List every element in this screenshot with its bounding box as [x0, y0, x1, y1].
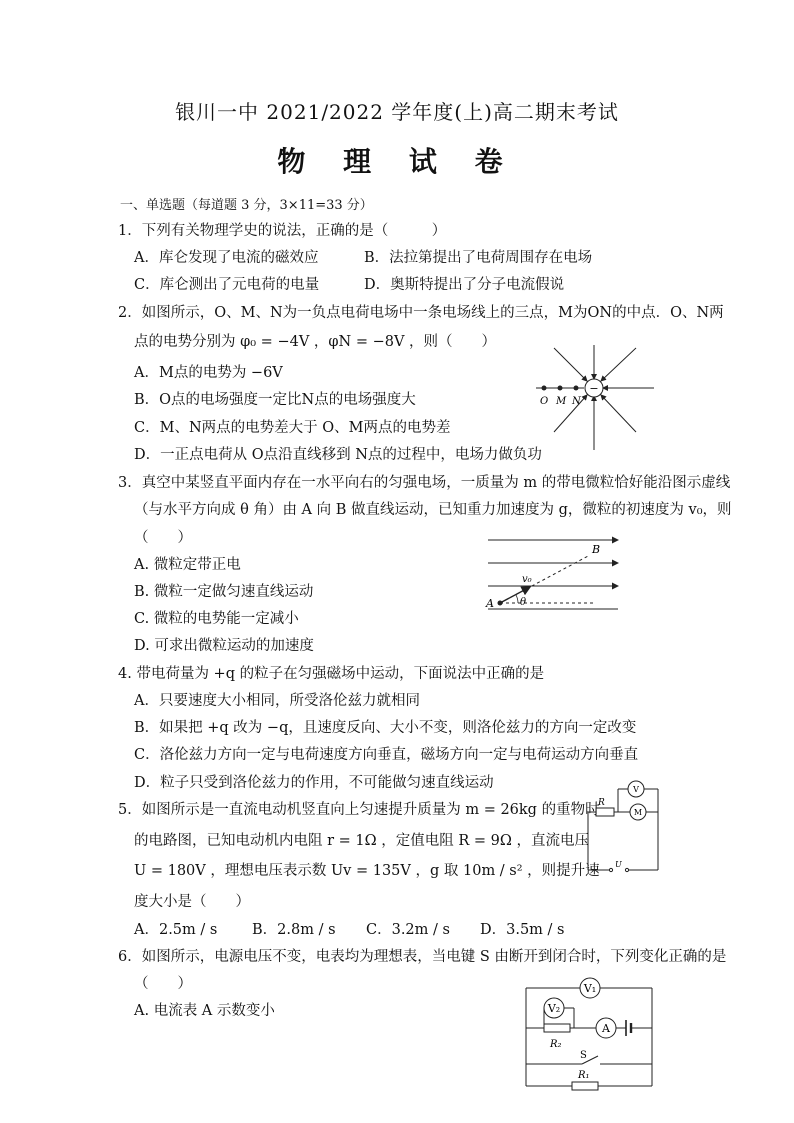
q6-label-r1: R₁ [578, 1070, 590, 1081]
q1-option-c: C．库仑测出了元电荷的电量 [134, 277, 320, 293]
q2-label-n: N [572, 396, 581, 407]
q3-label-theta: θ [520, 597, 527, 608]
q3-field-figure [484, 535, 624, 615]
q5-stem-line2: 的电路图，已知电动机内电阻 r = 1Ω ，定值电阻 R = 9Ω ，直流电压 [134, 833, 590, 849]
q5-label-r: R [598, 798, 605, 808]
q6-label-r2: R₂ [550, 1039, 562, 1050]
q3-stem-line2: （与水平方向成 θ 角）由 A 向 B 做直线运动，已知重力加速度为 g，微粒的初速度为 v₀，则 [134, 502, 732, 518]
q5-circuit-figure [584, 776, 664, 876]
q6-label-v1: V₁ [583, 982, 597, 995]
q5-label-u: U [615, 860, 622, 869]
q3-option-d: D. 可求出微粒运动的加速度 [134, 638, 314, 654]
q2-label-o: O [540, 396, 549, 407]
q5-voltmeter-label: V [633, 785, 639, 794]
q1-option-a: A．库仑发现了电流的磁效应 [134, 250, 319, 266]
q2-field-figure [536, 340, 656, 455]
q3-stem-line3: （ ） [134, 530, 192, 546]
q4-option-d: D．粒子只受到洛伦兹力的作用，不可能做匀速直线运动 [134, 775, 494, 791]
q5-option-d: D．3.5m / s [480, 922, 565, 938]
q5-stem-line1: 5．如图所示是一直流电动机竖直向上匀速提升质量为 m = 26kg 的重物时 [118, 802, 600, 818]
q6-circuit-figure [522, 976, 658, 1094]
q1-stem: 1．下列有关物理学史的说法，正确的是（ ） [118, 223, 447, 239]
q5-option-c: C．3.2m / s [366, 922, 450, 938]
q2-option-a: A．M点的电势为 −6V [134, 365, 283, 381]
q6-option-a: A. 电流表 A 示数变小 [134, 1003, 275, 1019]
q3-label-v0: v₀ [522, 574, 532, 585]
q4-option-c: C．洛伦兹力方向一定与电荷速度方向垂直，磁场方向一定与电荷运动方向垂直 [134, 747, 639, 763]
q3-label-a: A [486, 597, 494, 610]
q4-option-a: A．只要速度大小相同，所受洛伦兹力就相同 [134, 693, 420, 709]
q5-stem-line3: U = 180V ，理想电压表示数 Uv = 135V ，g 取 10m / s² ，则提升速 [134, 863, 600, 879]
q2-label-m: M [556, 396, 567, 407]
q1-option-d: D．奥斯特提出了分子电流假说 [364, 277, 565, 293]
q6-stem-line2: （ ） [134, 976, 192, 992]
q5-option-b: B．2.8m / s [252, 922, 336, 938]
q6-label-v2: V₂ [547, 1002, 561, 1015]
q2-charge-sign: − [589, 382, 599, 395]
q2-option-b: B．O点的电场强度一定比N点的电场强度大 [134, 392, 416, 408]
q5-stem-line4: 度大小是（ ） [134, 894, 250, 910]
q4-option-b: B．如果把 +q 改为 −q，且速度反向、大小不变，则洛伦兹力的方向一定改变 [134, 720, 637, 736]
section-heading: 一、单选题（每道题 3 分，3×11=33 分） [120, 198, 373, 213]
q5-motor-label: M [633, 808, 643, 817]
q3-option-b: B. 微粒一定做匀速直线运动 [134, 584, 314, 600]
q2-option-c: C．M、N两点的电势差大于 O、M两点的电势差 [134, 420, 451, 436]
q4-stem: 4. 带电荷量为 +q 的粒子在匀强磁场中运动，下面说法中正确的是 [118, 666, 545, 682]
q5-option-a: A．2.5m / s [134, 922, 218, 938]
q3-option-a: A. 微粒定带正电 [134, 557, 241, 573]
q2-stem-line1: 2．如图所示，O、M、N为一负点电荷电场中一条电场线上的三点，M为ON的中点．O、N两 [118, 305, 724, 321]
school-title: 银川一中 2021/2022 学年度(上)高二期末考试 [175, 100, 619, 124]
q3-option-c: C. 微粒的电势能一定减小 [134, 611, 299, 627]
q6-label-switch: S [580, 1050, 587, 1061]
q3-label-b: B [592, 543, 601, 556]
q6-label-ammeter: A [602, 1022, 610, 1035]
q2-option-d: D．一正点电荷从 O点沿直线移到 N点的过程中，电场力做负功 [134, 447, 542, 463]
q2-stem-line2: 点的电势分别为 φ₀ = −4V ，φN = −8V ，则（ ） [134, 334, 497, 350]
q6-stem-line1: 6．如图所示，电源电压不变，电表均为理想表，当电键 S 由断开到闭合时，下列变化正确的是 [118, 949, 727, 965]
q3-stem-line1: 3．真空中某竖直平面内存在一水平向右的匀强电场，一质量为 m 的带电微粒恰好能沿图示虚线 [118, 475, 731, 491]
paper-title: 物 理 试 卷 [277, 145, 517, 178]
q1-option-b: B．法拉第提出了电荷周围存在电场 [364, 250, 593, 266]
